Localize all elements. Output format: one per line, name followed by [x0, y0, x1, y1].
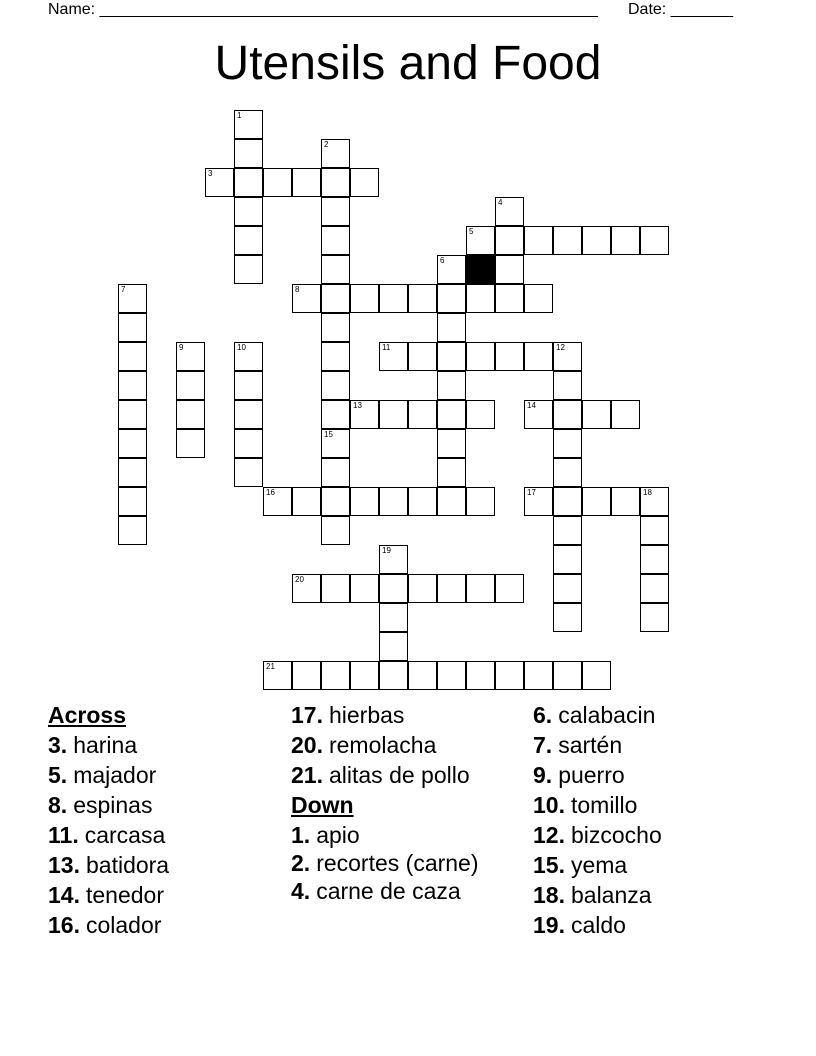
grid-cell[interactable] [553, 603, 582, 632]
clue-item-text: tenedor [85, 882, 164, 908]
grid-cell[interactable] [321, 661, 350, 690]
grid-cell[interactable] [582, 400, 611, 429]
clue-number: 8 [295, 285, 300, 294]
grid-cell[interactable] [234, 197, 263, 226]
grid-cell[interactable] [640, 226, 669, 255]
grid-cell[interactable] [553, 371, 582, 400]
grid-cell[interactable] [495, 197, 524, 226]
grid-cell[interactable] [437, 429, 466, 458]
clue-item [533, 820, 662, 850]
clue-item-text: recortes (carne) [316, 850, 479, 876]
clue-item-text: caldo [570, 912, 626, 938]
grid-cell[interactable] [379, 400, 408, 429]
clue-item-number: 13. [48, 852, 80, 878]
grid-cell[interactable] [350, 400, 379, 429]
clue-item-number: 6. [533, 702, 553, 728]
grid-cell[interactable] [292, 661, 321, 690]
grid-cell[interactable] [379, 342, 408, 371]
grid-cell[interactable] [495, 255, 524, 284]
clue-item [533, 700, 662, 730]
grid-cell[interactable] [379, 487, 408, 516]
grid-cell[interactable] [118, 516, 147, 545]
grid-cell[interactable] [437, 313, 466, 342]
grid-cell[interactable] [234, 429, 263, 458]
grid-cell[interactable] [437, 661, 466, 690]
grid-cell[interactable] [553, 342, 582, 371]
clue-item-text: hierbas [328, 702, 405, 728]
grid-cell[interactable] [524, 226, 553, 255]
grid-cell[interactable] [350, 487, 379, 516]
grid-cell[interactable] [611, 226, 640, 255]
grid-cell[interactable] [321, 400, 350, 429]
clue-item [48, 760, 169, 790]
grid-cell[interactable] [292, 284, 321, 313]
grid-cell[interactable] [321, 487, 350, 516]
clue-number: 11 [382, 343, 391, 352]
grid-cell[interactable] [263, 487, 292, 516]
clue-item-number: 18. [533, 882, 565, 908]
grid-cell[interactable] [466, 342, 495, 371]
grid-cell[interactable] [350, 661, 379, 690]
grid-cell[interactable] [263, 168, 292, 197]
grid-cell[interactable] [118, 342, 147, 371]
grid-cell[interactable] [437, 487, 466, 516]
clue-number: 1 [237, 111, 242, 120]
clue-column-3 [533, 700, 662, 940]
clue-column-1 [48, 700, 169, 940]
clue-item-text: carne de caza [316, 878, 461, 904]
clue-item-text: batidora [85, 852, 170, 878]
grid-cell[interactable] [350, 574, 379, 603]
grid-cell[interactable] [437, 255, 466, 284]
grid-cell[interactable] [640, 516, 669, 545]
grid-cell[interactable] [321, 226, 350, 255]
grid-cell[interactable] [611, 400, 640, 429]
grid-cell[interactable] [176, 400, 205, 429]
grid-cell[interactable] [379, 284, 408, 313]
clue-item [533, 910, 662, 940]
clue-item-text: harina [73, 732, 138, 758]
clue-item-text: tomillo [570, 792, 638, 818]
grid-cell[interactable] [524, 487, 553, 516]
grid-cell[interactable] [321, 342, 350, 371]
clue-item-text: yema [570, 852, 628, 878]
grid-cell[interactable] [379, 574, 408, 603]
grid-cell[interactable] [466, 487, 495, 516]
clue-number: 5 [469, 227, 474, 236]
grid-cell[interactable] [553, 458, 582, 487]
grid-cell[interactable] [408, 487, 437, 516]
grid-cell[interactable] [408, 574, 437, 603]
grid-cell[interactable] [118, 284, 147, 313]
clue-item [48, 820, 169, 850]
grid-cell[interactable] [524, 661, 553, 690]
clue-number: 7 [121, 285, 126, 294]
grid-cell[interactable] [234, 226, 263, 255]
grid-cell[interactable] [553, 574, 582, 603]
clue-item [48, 880, 169, 910]
grid-cell[interactable] [495, 661, 524, 690]
grid-cell[interactable] [118, 400, 147, 429]
clue-item-text: sartén [558, 732, 623, 758]
clue-item [48, 850, 169, 880]
grid-cell[interactable] [495, 284, 524, 313]
clue-item [533, 790, 662, 820]
clue-item-number: 20. [291, 732, 323, 758]
clue-item [48, 910, 169, 940]
grid-cell[interactable] [640, 545, 669, 574]
grid-cell[interactable] [437, 574, 466, 603]
clue-item-text: colador [85, 912, 162, 938]
grid-cell[interactable] [321, 574, 350, 603]
grid-cell[interactable] [379, 632, 408, 661]
grid-cell[interactable] [582, 487, 611, 516]
grid-cell[interactable] [234, 110, 263, 139]
grid-cell[interactable] [640, 603, 669, 632]
clue-item-number: 7. [533, 732, 553, 758]
grid-cell[interactable] [234, 400, 263, 429]
clue-item [291, 730, 491, 760]
clue-item-number: 14. [48, 882, 80, 908]
grid-cell[interactable] [553, 661, 582, 690]
grid-cell[interactable] [263, 661, 292, 690]
clue-column-2 [291, 700, 491, 906]
grid-cell[interactable] [466, 574, 495, 603]
clue-item-number: 12. [533, 822, 565, 848]
clue-number: 19 [382, 546, 391, 555]
grid-cell[interactable] [292, 168, 321, 197]
clue-item [291, 760, 491, 790]
clue-item-text: bizcocho [570, 822, 662, 848]
clue-item [533, 880, 662, 910]
clue-item-text: carcasa [84, 822, 166, 848]
grid-cell[interactable] [437, 342, 466, 371]
grid-cell[interactable] [553, 487, 582, 516]
clue-item-number: 16. [48, 912, 80, 938]
clue-number: 14 [527, 401, 536, 410]
grid-cell[interactable] [234, 458, 263, 487]
grid-cell[interactable] [553, 429, 582, 458]
grid-cell[interactable] [524, 284, 553, 313]
clue-item-text: puerro [558, 762, 625, 788]
across-heading: Across [48, 702, 126, 728]
clue-item-number: 5. [48, 762, 68, 788]
grid-cell[interactable] [379, 603, 408, 632]
grid-cell[interactable] [466, 226, 495, 255]
clue-item-text: alitas de pollo [328, 762, 470, 788]
name-field[interactable]: Name: ________________________________________________________ [48, 1, 598, 18]
grid-cell[interactable] [118, 458, 147, 487]
grid-cell[interactable] [466, 284, 495, 313]
clue-item-number: 3. [48, 732, 68, 758]
clue-item-text: apio [316, 822, 360, 848]
grid-cell[interactable] [408, 342, 437, 371]
grid-cell[interactable] [234, 255, 263, 284]
clue-item-number: 9. [533, 762, 553, 788]
grid-cell[interactable] [321, 139, 350, 168]
grid-cell[interactable] [495, 574, 524, 603]
grid-cell[interactable] [379, 661, 408, 690]
clue-item [48, 730, 169, 760]
clue-number: 15 [324, 430, 333, 439]
grid-cell[interactable] [437, 371, 466, 400]
grid-cell[interactable] [408, 661, 437, 690]
grid-cell[interactable] [408, 400, 437, 429]
grid-cell[interactable] [292, 487, 321, 516]
grid-cell[interactable] [292, 574, 321, 603]
grid-cell[interactable] [321, 168, 350, 197]
clue-item-text: calabacin [558, 702, 656, 728]
grid-cell[interactable] [466, 661, 495, 690]
clue-number: 21 [266, 662, 275, 671]
grid-cell[interactable] [118, 313, 147, 342]
grid-cell[interactable] [582, 226, 611, 255]
grid-cell[interactable] [437, 400, 466, 429]
grid-cell-black [466, 255, 495, 284]
grid-cell[interactable] [321, 313, 350, 342]
clue-item-number: 8. [48, 792, 68, 818]
grid-cell[interactable] [321, 458, 350, 487]
clue-item-number: 21. [291, 762, 323, 788]
grid-cell[interactable] [321, 255, 350, 284]
clue-number: 3 [208, 169, 213, 178]
clue-item [291, 850, 491, 876]
clue-item-text: espinas [73, 792, 153, 818]
clue-number: 2 [324, 140, 329, 149]
clue-number: 18 [643, 488, 652, 497]
clue-item [48, 790, 169, 820]
grid-cell[interactable] [640, 574, 669, 603]
grid-cell[interactable] [234, 168, 263, 197]
grid-cell[interactable] [118, 371, 147, 400]
grid-cell[interactable] [176, 371, 205, 400]
down-heading: Down [291, 792, 354, 818]
grid-cell[interactable] [321, 516, 350, 545]
grid-cell[interactable] [234, 371, 263, 400]
clue-item-number: 15. [533, 852, 565, 878]
grid-cell[interactable] [321, 197, 350, 226]
clue-item [533, 850, 662, 880]
clue-number: 12 [556, 343, 565, 352]
clue-item [291, 876, 491, 906]
grid-cell[interactable] [234, 139, 263, 168]
clue-number: 9 [179, 343, 184, 352]
clue-number: 6 [440, 256, 445, 265]
grid-cell[interactable] [640, 487, 669, 516]
clue-item [291, 820, 491, 850]
clue-item-text: remolacha [328, 732, 437, 758]
grid-cell[interactable] [524, 400, 553, 429]
clue-number: 20 [295, 575, 304, 584]
clue-item-number: 1. [291, 822, 311, 848]
grid-cell[interactable] [495, 226, 524, 255]
date-field[interactable]: Date: _______ [628, 1, 733, 18]
grid-cell[interactable] [524, 342, 553, 371]
clue-number: 4 [498, 198, 503, 207]
clue-item-number: 10. [533, 792, 565, 818]
grid-cell[interactable] [321, 429, 350, 458]
grid-cell[interactable] [611, 487, 640, 516]
grid-cell[interactable] [437, 458, 466, 487]
grid-cell[interactable] [321, 371, 350, 400]
clue-item [533, 760, 662, 790]
grid-cell[interactable] [437, 284, 466, 313]
clue-item-number: 17. [291, 702, 323, 728]
grid-cell[interactable] [553, 545, 582, 574]
grid-cell[interactable] [205, 168, 234, 197]
page-title: Utensils and Food [214, 37, 602, 90]
clue-item [533, 730, 662, 760]
grid-cell[interactable] [350, 168, 379, 197]
grid-cell[interactable] [176, 342, 205, 371]
clue-item-number: 19. [533, 912, 565, 938]
grid-cell[interactable] [321, 284, 350, 313]
grid-cell[interactable] [553, 400, 582, 429]
grid-cell[interactable] [582, 661, 611, 690]
clue-item-number: 2. [291, 850, 311, 876]
grid-cell[interactable] [234, 342, 263, 371]
grid-cell[interactable] [176, 429, 205, 458]
grid-cell[interactable] [408, 284, 437, 313]
grid-cell[interactable] [466, 400, 495, 429]
grid-cell[interactable] [118, 429, 147, 458]
grid-cell[interactable] [350, 284, 379, 313]
grid-cell[interactable] [553, 226, 582, 255]
clue-number: 16 [266, 488, 275, 497]
clue-item-number: 11. [48, 822, 79, 848]
clue-item-number: 4. [291, 878, 311, 904]
clue-number: 10 [237, 343, 246, 352]
clue-number: 13 [353, 401, 362, 410]
clue-item-text: majador [73, 762, 157, 788]
grid-cell[interactable] [553, 516, 582, 545]
clue-item-text: balanza [570, 882, 652, 908]
grid-cell[interactable] [495, 342, 524, 371]
grid-cell[interactable] [379, 545, 408, 574]
clue-item [291, 700, 491, 730]
clue-number: 17 [527, 488, 536, 497]
grid-cell[interactable] [118, 487, 147, 516]
